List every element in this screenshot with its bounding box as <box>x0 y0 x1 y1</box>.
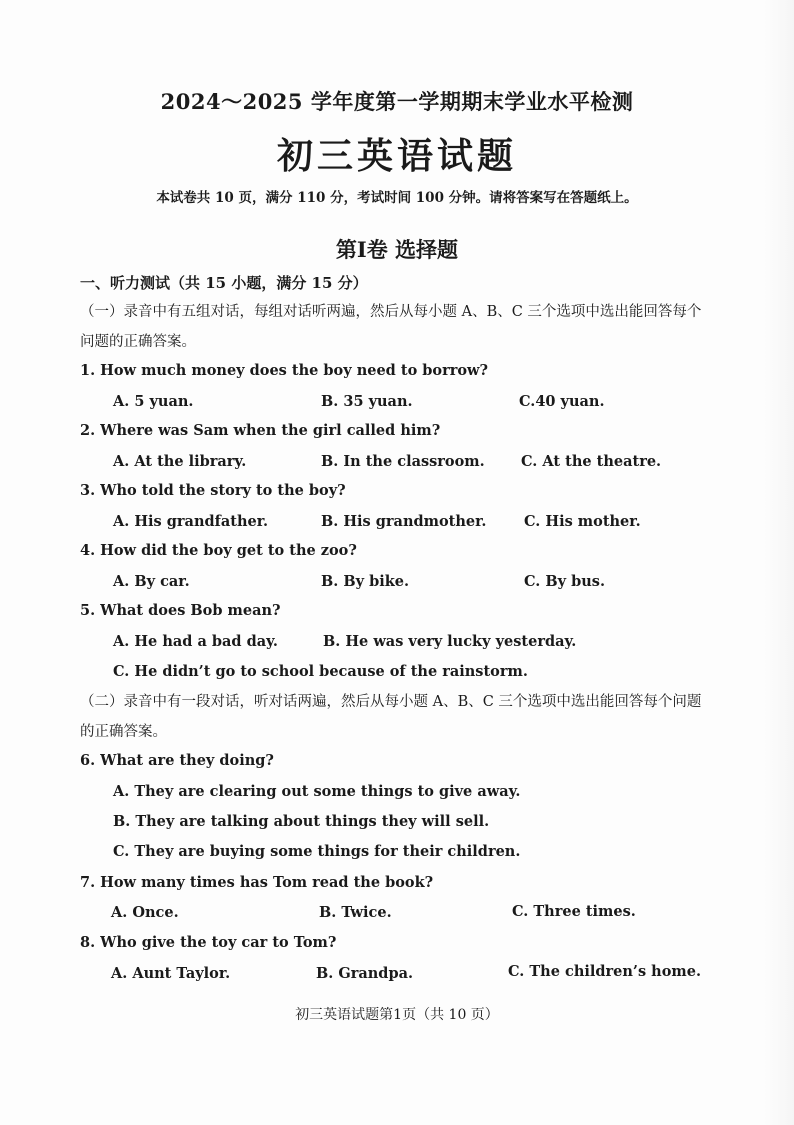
question-8-option-c: C. The children’s home. <box>508 963 702 980</box>
question-3-option-b: B. His grandmother. <box>321 513 487 530</box>
question-2: 2. Where was Sam when the girl called him? <box>80 422 441 439</box>
question-3: 3. Who told the story to the boy? <box>80 482 346 499</box>
question-5-option-b: B. He was very lucky yesterday. <box>323 633 577 650</box>
exam-instructions: 本试卷共 10 页，满分 110 分，考试时间 100 分钟。请将答案写在答题纸上。 <box>156 190 638 206</box>
question-4-option-a: A. By car. <box>113 573 190 590</box>
question-5-option-c: C. He didn’t go to school because of the rainstorm. <box>113 663 528 680</box>
question-8-option-b: B. Grandpa. <box>316 965 414 982</box>
listening-section-heading: 一、听力测试（共 15 小题，满分 15 分） <box>80 274 368 292</box>
exam-subject-title: 初三英语试题 <box>276 135 517 177</box>
question-1-option-a: A. 5 yuan. <box>113 393 194 410</box>
question-1: 1. How much money does the boy need to borrow? <box>80 362 489 379</box>
question-8-option-a: A. Aunt Taylor. <box>111 965 231 982</box>
part-one-title: 第Ⅰ卷 选择题 <box>335 237 459 262</box>
question-4-option-b: B. By bike. <box>321 573 410 590</box>
question-6-option-a: A. They are clearing out some things to give away. <box>113 783 521 800</box>
question-6-option-c: C. They are buying some things for their children. <box>113 843 521 860</box>
question-3-option-a: A. His grandfather. <box>113 513 269 530</box>
exam-period-title: 2024～2025 学年度第一学期期末学业水平检测 <box>160 89 634 114</box>
question-4: 4. How did the boy get to the zoo? <box>80 542 357 559</box>
page-footer: 初三英语试题第1页（共 10 页） <box>295 1007 499 1023</box>
question-7-option-a: A. Once. <box>111 904 179 921</box>
question-1-option-b: B. 35 yuan. <box>321 393 413 410</box>
question-7: 7. How many times has Tom read the book? <box>80 874 434 891</box>
listening-sub1-instruction: （一）录音中有五组对话，每组对话听两遍，然后从每小题 A、B、C 三个选项中选出能回答每个问题的正确答案。 <box>80 304 702 350</box>
question-7-option-b: B. Twice. <box>319 904 392 921</box>
scan-edge-shading <box>764 0 794 1125</box>
question-6: 6. What are they doing? <box>80 752 274 769</box>
question-4-option-c: C. By bus. <box>524 573 606 590</box>
question-3-option-c: C. His mother. <box>524 513 641 530</box>
question-1-option-c: C.40 yuan. <box>519 393 605 410</box>
question-5: 5. What does Bob mean? <box>80 602 281 619</box>
question-7-option-c: C. Three times. <box>512 903 636 920</box>
question-5-option-a: A. He had a bad day. <box>113 633 278 650</box>
question-8: 8. Who give the toy car to Tom? <box>80 934 337 951</box>
listening-sub2-instruction: （二）录音中有一段对话，听对话两遍，然后从每小题 A、B、C 三个选项中选出能回答每个问题的正确答案。 <box>80 694 702 740</box>
question-2-option-a: A. At the library. <box>113 453 247 470</box>
question-6-option-b: B. They are talking about things they will sell. <box>113 813 490 830</box>
question-2-option-c: C. At the theatre. <box>521 453 662 470</box>
question-2-option-b: B. In the classroom. <box>321 453 485 470</box>
